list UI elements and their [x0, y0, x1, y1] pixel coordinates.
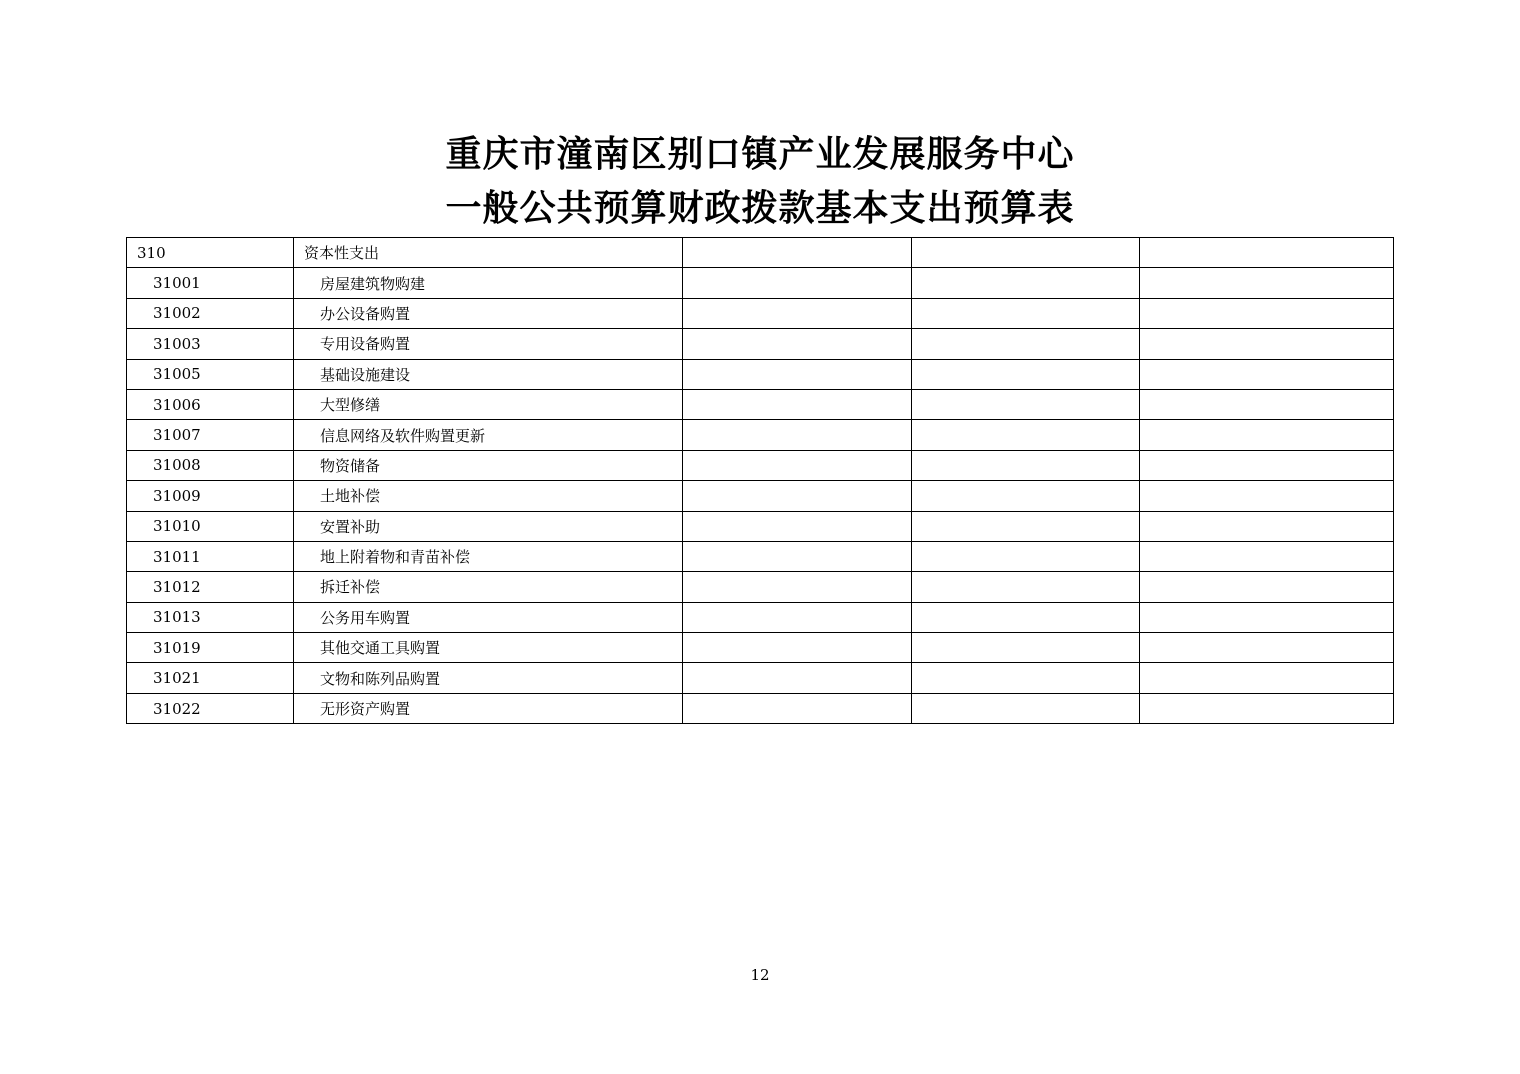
- amount-cell: [912, 238, 1140, 268]
- economic-code-cell: 31002: [127, 298, 294, 328]
- item-name-cell: 土地补偿: [294, 481, 683, 511]
- amount-cell: [912, 481, 1140, 511]
- amount-cell: [683, 602, 912, 632]
- amount-cell: [912, 602, 1140, 632]
- economic-code-cell: 31008: [127, 450, 294, 480]
- amount-cell: [683, 329, 912, 359]
- item-name-cell: 安置补助: [294, 511, 683, 541]
- table-row: [127, 693, 1394, 723]
- table-row: [127, 511, 1394, 541]
- amount-cell: [912, 389, 1140, 419]
- economic-code-cell: 31013: [127, 602, 294, 632]
- amount-cell: [912, 541, 1140, 571]
- amount-cell: [1140, 572, 1394, 602]
- economic-code-cell: 31003: [127, 329, 294, 359]
- amount-cell: [683, 633, 912, 663]
- amount-cell: [912, 511, 1140, 541]
- amount-cell: [1140, 693, 1394, 723]
- table-row: [127, 450, 1394, 480]
- economic-code-cell: 31001: [127, 268, 294, 298]
- amount-cell: [912, 329, 1140, 359]
- amount-cell: [1140, 663, 1394, 693]
- item-name-cell: 拆迁补偿: [294, 572, 683, 602]
- economic-code-cell: 31011: [127, 541, 294, 571]
- amount-cell: [912, 663, 1140, 693]
- amount-cell: [1140, 298, 1394, 328]
- amount-cell: [1140, 481, 1394, 511]
- amount-cell: [683, 420, 912, 450]
- item-name-cell: 大型修缮: [294, 389, 683, 419]
- item-name-cell: 公务用车购置: [294, 602, 683, 632]
- item-name-cell: 资本性支出: [294, 238, 683, 268]
- amount-cell: [1140, 420, 1394, 450]
- page-number: 12: [750, 966, 770, 984]
- item-name-cell: 物资储备: [294, 450, 683, 480]
- amount-cell: [683, 511, 912, 541]
- item-name-cell: 其他交通工具购置: [294, 633, 683, 663]
- economic-code-cell: 31007: [127, 420, 294, 450]
- table-row: [127, 359, 1394, 389]
- amount-cell: [683, 268, 912, 298]
- economic-code-cell: 31009: [127, 481, 294, 511]
- table-row: [127, 389, 1394, 419]
- economic-code-cell: 31019: [127, 633, 294, 663]
- amount-cell: [1140, 633, 1394, 663]
- amount-cell: [1140, 511, 1394, 541]
- table-row: [127, 481, 1394, 511]
- table-row: [127, 541, 1394, 571]
- item-name-cell: 地上附着物和青苗补偿: [294, 541, 683, 571]
- item-name-cell: 专用设备购置: [294, 329, 683, 359]
- economic-code-cell: 31010: [127, 511, 294, 541]
- amount-cell: [912, 450, 1140, 480]
- amount-cell: [683, 389, 912, 419]
- item-name-cell: 房屋建筑物购建: [294, 268, 683, 298]
- amount-cell: [683, 298, 912, 328]
- item-name-cell: 文物和陈列品购置: [294, 663, 683, 693]
- economic-code-cell: 31021: [127, 663, 294, 693]
- table-row: [127, 268, 1394, 298]
- economic-code-cell: 31005: [127, 359, 294, 389]
- amount-cell: [683, 238, 912, 268]
- amount-cell: [1140, 602, 1394, 632]
- amount-cell: [683, 450, 912, 480]
- item-name-cell: 无形资产购置: [294, 693, 683, 723]
- amount-cell: [912, 633, 1140, 663]
- amount-cell: [912, 359, 1140, 389]
- table-row: [127, 298, 1394, 328]
- amount-cell: [1140, 268, 1394, 298]
- economic-code-cell: 31022: [127, 693, 294, 723]
- amount-cell: [683, 572, 912, 602]
- amount-cell: [912, 572, 1140, 602]
- table-row: [127, 663, 1394, 693]
- amount-cell: [1140, 238, 1394, 268]
- amount-cell: [912, 693, 1140, 723]
- amount-cell: [912, 298, 1140, 328]
- item-name-cell: 基础设施建设: [294, 359, 683, 389]
- amount-cell: [683, 663, 912, 693]
- amount-cell: [1140, 329, 1394, 359]
- document-title-line-1: 重庆市潼南区别口镇产业发展服务中心: [445, 133, 1075, 175]
- economic-code-cell: 310: [127, 238, 294, 268]
- budget-table: [126, 237, 1394, 724]
- economic-code-cell: 31006: [127, 389, 294, 419]
- amount-cell: [1140, 450, 1394, 480]
- amount-cell: [1140, 359, 1394, 389]
- table-row: [127, 420, 1394, 450]
- table-row: [127, 329, 1394, 359]
- table-row: [127, 602, 1394, 632]
- amount-cell: [683, 359, 912, 389]
- item-name-cell: 办公设备购置: [294, 298, 683, 328]
- table-row: [127, 633, 1394, 663]
- table-row: [127, 238, 1394, 268]
- table-row: [127, 572, 1394, 602]
- amount-cell: [683, 481, 912, 511]
- amount-cell: [1140, 389, 1394, 419]
- amount-cell: [1140, 541, 1394, 571]
- document-title-line-2: 一般公共预算财政拨款基本支出预算表: [445, 187, 1075, 229]
- amount-cell: [683, 693, 912, 723]
- amount-cell: [683, 541, 912, 571]
- amount-cell: [912, 268, 1140, 298]
- item-name-cell: 信息网络及软件购置更新: [294, 420, 683, 450]
- economic-code-cell: 31012: [127, 572, 294, 602]
- amount-cell: [912, 420, 1140, 450]
